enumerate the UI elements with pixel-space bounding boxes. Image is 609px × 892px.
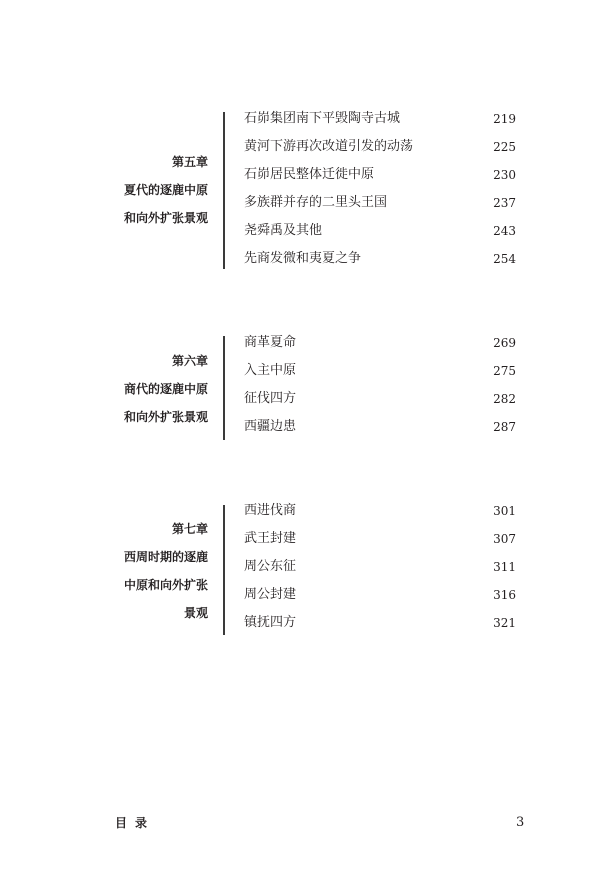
running-footer-label: 目录 bbox=[115, 816, 156, 830]
chapter-7-title-line-1: 西周时期的逐鹿 bbox=[123, 550, 208, 564]
toc-entry-title: 石峁集团南下平毁陶寺古城 bbox=[244, 111, 401, 126]
chapter-5-entries bbox=[244, 105, 516, 273]
chapter-6-title-line-1: 商代的逐鹿中原 bbox=[123, 382, 208, 396]
toc-entry[interactable] bbox=[244, 497, 516, 525]
toc-entry[interactable] bbox=[244, 161, 516, 189]
toc-entry-page: 316 bbox=[493, 588, 516, 602]
toc-entry[interactable] bbox=[244, 105, 516, 133]
toc-entry-title: 入主中原 bbox=[244, 363, 297, 378]
toc-entry-title: 武王封建 bbox=[244, 531, 297, 546]
toc-entry-page: 282 bbox=[493, 392, 516, 406]
toc-entry[interactable] bbox=[244, 525, 516, 553]
toc-entry-page: 230 bbox=[493, 168, 516, 182]
chapter-6-divider bbox=[223, 336, 225, 440]
chapter-6-entries bbox=[244, 329, 516, 441]
chapter-6-number: 第六章 bbox=[171, 354, 208, 368]
toc-entry[interactable] bbox=[244, 133, 516, 161]
toc-entry-title: 尧舜禹及其他 bbox=[244, 223, 323, 238]
toc-entry-title: 周公封建 bbox=[244, 587, 297, 602]
toc-entry-page: 243 bbox=[493, 224, 516, 238]
chapter-5-number: 第五章 bbox=[171, 155, 208, 169]
toc-entry-title: 征伐四方 bbox=[244, 391, 297, 406]
toc-entry-page: 287 bbox=[493, 420, 516, 434]
toc-entry-page: 321 bbox=[493, 616, 516, 630]
chapter-5-title-line-2: 和向外扩张景观 bbox=[123, 211, 208, 225]
chapter-7-title-line-2: 中原和向外扩张 bbox=[123, 578, 208, 592]
toc-entry[interactable] bbox=[244, 329, 516, 357]
toc-entry[interactable] bbox=[244, 245, 516, 273]
toc-entry-title: 商革夏命 bbox=[244, 335, 297, 350]
toc-entry-title: 多族群并存的二里头王国 bbox=[244, 195, 388, 210]
chapter-7-entries bbox=[244, 497, 516, 637]
toc-entry-page: 237 bbox=[493, 196, 516, 210]
toc-entry[interactable] bbox=[244, 217, 516, 245]
chapter-5-title-line-1: 夏代的逐鹿中原 bbox=[123, 183, 208, 197]
toc-entry[interactable] bbox=[244, 413, 516, 441]
toc-entry-title: 先商发微和夷夏之争 bbox=[244, 251, 362, 266]
toc-entry[interactable] bbox=[244, 581, 516, 609]
toc-entry[interactable] bbox=[244, 385, 516, 413]
chapter-6-title bbox=[124, 347, 208, 431]
toc-entry[interactable] bbox=[244, 357, 516, 385]
toc-entry-title: 西进伐商 bbox=[244, 503, 297, 518]
toc-entry-page: 219 bbox=[493, 112, 516, 126]
chapter-5-title bbox=[124, 148, 208, 232]
chapter-7-title bbox=[124, 515, 208, 627]
toc-entry[interactable] bbox=[244, 553, 516, 581]
chapter-5-divider bbox=[223, 112, 225, 269]
toc-entry-title: 黄河下游再次改道引发的动荡 bbox=[244, 139, 414, 154]
toc-entry[interactable] bbox=[244, 189, 516, 217]
toc-entry-page: 311 bbox=[493, 560, 516, 574]
toc-entry-title: 石峁居民整体迁徙中原 bbox=[244, 167, 375, 182]
toc-entry-page: 225 bbox=[493, 140, 516, 154]
toc-entry-page: 269 bbox=[493, 336, 516, 350]
chapter-7-divider bbox=[223, 505, 225, 635]
chapter-7-title-line-3: 景观 bbox=[183, 606, 208, 620]
chapter-6-title-line-2: 和向外扩张景观 bbox=[123, 410, 208, 424]
toc-entry-page: 307 bbox=[493, 532, 516, 546]
chapter-7-number: 第七章 bbox=[171, 522, 208, 536]
toc-entry-page: 275 bbox=[493, 364, 516, 378]
toc-entry[interactable] bbox=[244, 609, 516, 637]
toc-entry-title: 周公东征 bbox=[244, 559, 297, 574]
toc-entry-title: 镇抚四方 bbox=[244, 615, 297, 630]
toc-entry-page: 254 bbox=[493, 252, 516, 266]
toc-entry-page: 301 bbox=[493, 504, 516, 518]
toc-entry-title: 西疆边患 bbox=[244, 419, 297, 434]
page-number: 3 bbox=[516, 815, 525, 830]
